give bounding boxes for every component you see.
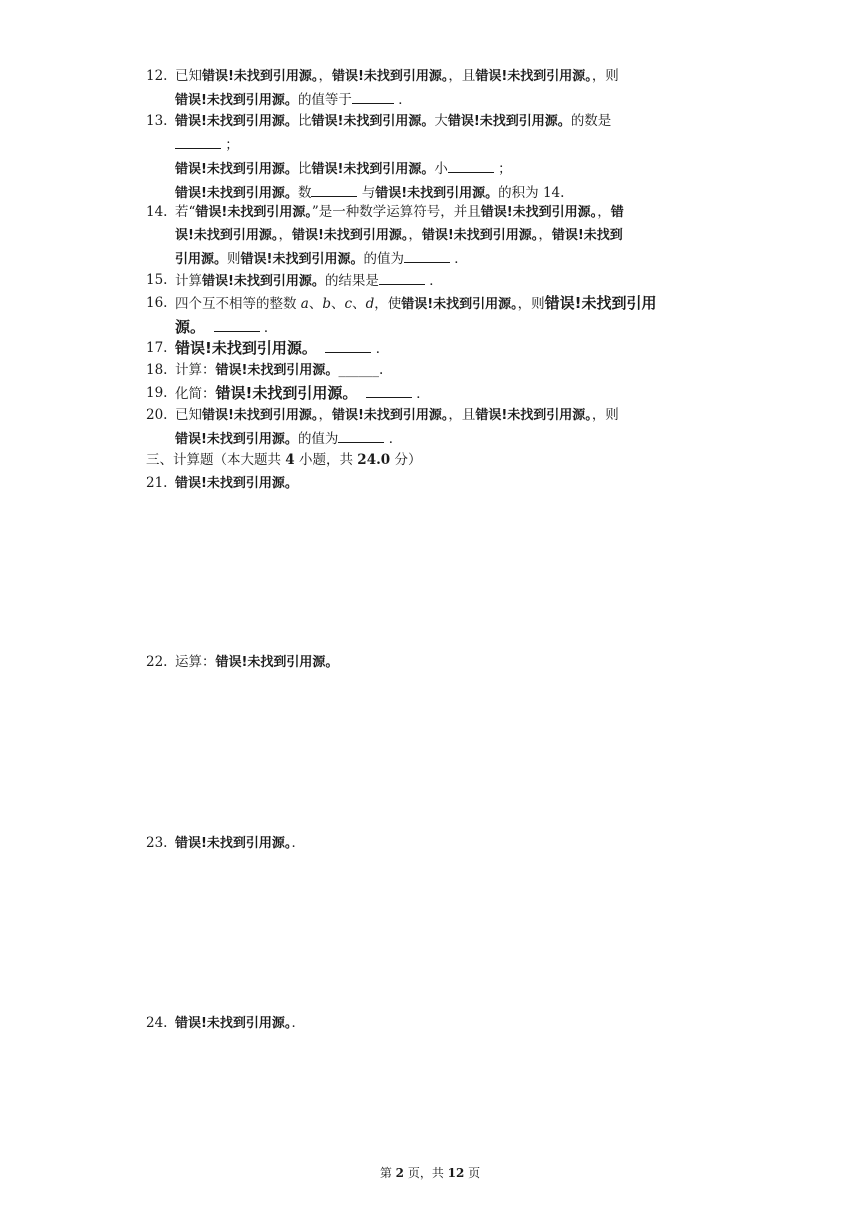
reference-error: 错误!未找到引用源。	[401, 297, 518, 312]
question-number: 16.	[146, 295, 168, 311]
reference-error: 错误!未找到引用源。	[215, 384, 358, 402]
reference-error: 错误!未找到引用源。	[175, 339, 317, 357]
reference-error: 错误!未找到引用源。	[202, 408, 319, 423]
question-text: ．	[398, 92, 412, 108]
variable-a: a	[300, 296, 309, 312]
question-text: 计算	[175, 273, 202, 289]
question-text: 运算：	[175, 654, 216, 670]
question-14	[146, 201, 716, 271]
reference-error: 错误!未找到引用源。	[175, 1016, 292, 1031]
question-count: 4	[285, 452, 295, 468]
answer-blank	[311, 181, 357, 197]
question-text: ．	[416, 386, 430, 402]
reference-error: 错	[610, 205, 624, 220]
footer-text: 页，共	[404, 1166, 448, 1180]
question-text: 计算：	[175, 362, 216, 378]
reference-error: 错误!未找到引用源。	[311, 114, 435, 129]
question-text: ．	[263, 320, 278, 336]
question-23	[146, 832, 716, 855]
reference-error: 错误!未找到引用	[544, 294, 657, 312]
page-total: 12	[447, 1166, 465, 1180]
answer-blank	[214, 316, 260, 332]
question-text: ；	[498, 161, 512, 177]
question-text: 四个互不相等的整数	[175, 296, 301, 312]
section-text: 分）	[390, 452, 422, 468]
question-text: ，	[278, 227, 292, 243]
question-17	[146, 337, 716, 361]
reference-error: 错误!未找到引用源。	[475, 408, 592, 423]
question-text: ．	[388, 431, 403, 447]
reference-error: 错误!未找到引用源。	[215, 363, 339, 378]
variable-c: c	[344, 296, 353, 312]
footer-text: 第	[379, 1166, 396, 1180]
question-number: 22.	[146, 654, 168, 670]
reference-error: 错误!未找到引用源。	[175, 162, 298, 177]
reference-error: 错误!未找到引用源。	[447, 114, 571, 129]
footer-text: 页	[464, 1166, 481, 1180]
question-text: 大	[434, 113, 448, 129]
reference-error: 错误!未找到引用源。	[480, 205, 598, 220]
question-21	[146, 472, 716, 495]
reference-error: 错误!未找到引用源。	[202, 274, 325, 289]
question-number: 18.	[146, 362, 168, 378]
question-number: 19.	[146, 385, 168, 401]
reference-error: 错误!未找到引用源。	[375, 186, 499, 201]
reference-error: 误!未找到引用源。	[175, 228, 279, 243]
question-text: ，则	[591, 68, 619, 84]
question-number: 15.	[146, 272, 168, 288]
reference-error: 错误!未找到引用源。	[175, 476, 298, 491]
question-24	[146, 1012, 716, 1035]
question-text: 比	[297, 161, 312, 177]
reference-error: 错误!未找到引用源。	[195, 205, 312, 220]
question-text: 比	[297, 113, 312, 129]
reference-error: 引用源。	[175, 252, 228, 267]
question-16	[146, 292, 716, 340]
reference-error: 错误!未找到引用源。	[175, 186, 298, 201]
question-number: 17.	[146, 340, 168, 356]
variable-b: b	[322, 296, 332, 312]
answer-blank	[325, 337, 371, 353]
question-text: 若“	[175, 204, 196, 220]
question-text: ．	[291, 1015, 305, 1031]
question-18	[146, 359, 716, 382]
question-text: 的数是	[570, 113, 612, 129]
reference-error: 错误!未找到引用源。	[475, 69, 592, 84]
question-text: ，	[318, 407, 332, 423]
question-22	[146, 651, 716, 674]
reference-error: 错误!未找到引用源。	[175, 114, 298, 129]
answer-blank	[404, 247, 450, 263]
answer-blank	[352, 88, 394, 104]
question-text: ，则	[517, 296, 545, 312]
question-12	[146, 65, 716, 112]
question-text: 已知	[175, 68, 202, 84]
question-text: ，使	[374, 296, 402, 312]
question-text: ，且	[448, 407, 476, 423]
question-text: ．	[429, 273, 443, 289]
question-text: ”是一种数学运算符号，并且	[311, 204, 481, 220]
answer-blank	[338, 427, 384, 443]
question-text: 数	[297, 185, 312, 201]
answer-blank	[366, 382, 412, 398]
question-text: 小	[434, 161, 448, 177]
question-text: ；	[225, 137, 239, 153]
question-text: 、	[352, 296, 366, 312]
answer-blank	[448, 157, 494, 173]
question-text: ，	[408, 227, 422, 243]
variable-d: d	[365, 296, 375, 312]
question-number: 20.	[146, 407, 168, 423]
question-text: ．	[291, 835, 305, 851]
question-13	[146, 110, 716, 205]
question-text: 与	[361, 185, 376, 201]
question-text: 的值为	[297, 431, 339, 447]
section-text: 三、计算题（本大题共	[146, 452, 286, 468]
reference-error: 错误!未找到引用源。	[175, 836, 292, 851]
question-19	[146, 382, 716, 406]
page-footer	[0, 1164, 860, 1181]
question-text: 、	[308, 296, 323, 312]
reference-error: 错误!未找到引用源。	[215, 655, 339, 670]
question-text: 化简：	[175, 386, 216, 402]
answer-blank	[379, 269, 425, 285]
question-15	[146, 269, 716, 293]
reference-error: 错误!未找到引用源。	[331, 69, 449, 84]
question-20	[146, 404, 716, 451]
reference-error: 错误!未找到	[551, 228, 623, 243]
question-number: 12.	[146, 68, 168, 84]
question-text: ，	[538, 227, 552, 243]
reference-error: 错误!未找到引用源。	[291, 228, 409, 243]
reference-error: 错误!未找到引用源。	[175, 93, 298, 108]
reference-error: 错误!未找到引用源。	[421, 228, 539, 243]
section-score: 24.0	[357, 452, 391, 468]
reference-error: 错误!未找到引用源。	[331, 408, 449, 423]
question-text: ，且	[448, 68, 476, 84]
question-number: 23.	[146, 835, 168, 851]
question-number: 14.	[146, 204, 168, 220]
question-number: 13.	[146, 113, 168, 129]
section-heading	[146, 449, 421, 472]
reference-error: 错误!未找到引用源。	[202, 69, 319, 84]
question-text: ，	[318, 68, 332, 84]
answer-blank: ______.	[338, 362, 384, 378]
question-text: ，	[597, 204, 611, 220]
question-text: 则	[227, 251, 241, 267]
question-text: ．	[454, 251, 468, 267]
question-text: 已知	[175, 407, 202, 423]
question-number: 21.	[146, 475, 168, 491]
question-text: 的值等于	[297, 92, 352, 108]
question-text: ．	[375, 341, 390, 357]
question-text: 的结果是	[324, 273, 379, 289]
answer-blank	[175, 133, 221, 149]
page-number: 2	[395, 1166, 404, 1180]
question-text: 的值为	[363, 251, 404, 267]
question-text: ，则	[591, 407, 619, 423]
reference-error: 源。	[175, 318, 206, 336]
question-number: 24.	[146, 1015, 168, 1031]
reference-error: 错误!未找到引用源。	[175, 432, 298, 447]
question-text: 的积为 14.	[498, 185, 565, 201]
reference-error: 错误!未找到引用源。	[240, 252, 364, 267]
question-text: 、	[331, 296, 345, 312]
reference-error: 错误!未找到引用源。	[311, 162, 435, 177]
section-text: 小题，共	[294, 452, 358, 468]
